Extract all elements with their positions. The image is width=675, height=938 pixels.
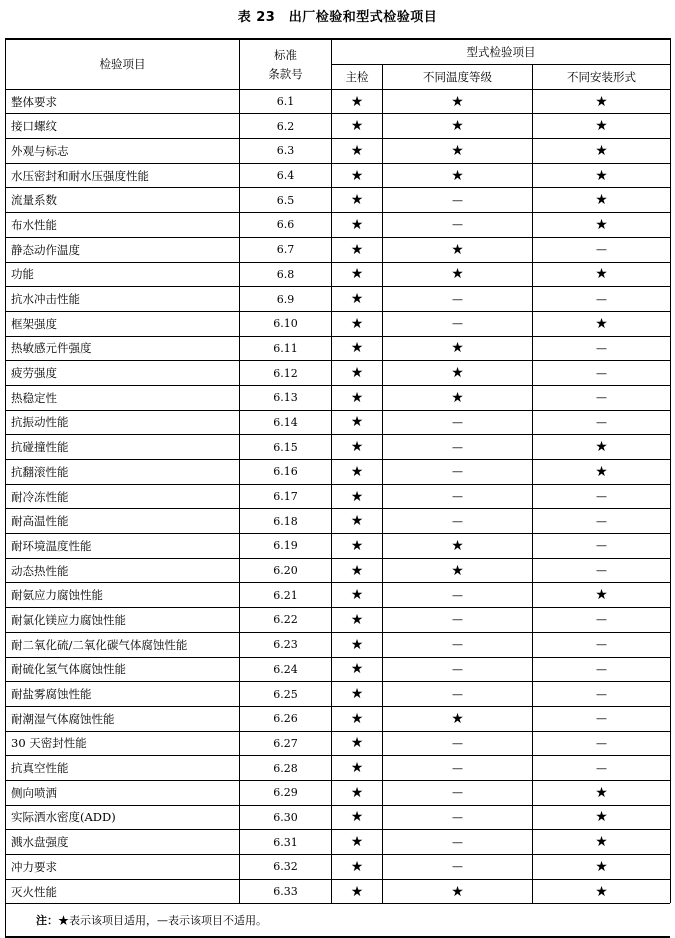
row-item-name: 整体要求 xyxy=(6,89,240,114)
table-row xyxy=(6,435,671,460)
table-body xyxy=(6,89,671,904)
row-main-mark: ★ xyxy=(332,114,383,139)
table-row xyxy=(6,805,671,830)
table-row xyxy=(6,287,671,312)
row-main-mark: ★ xyxy=(332,657,383,682)
table-row xyxy=(6,336,671,361)
row-main-mark: ★ xyxy=(332,361,383,386)
table-row xyxy=(6,311,671,336)
row-temp-mark: — xyxy=(383,583,533,608)
row-install-mark: — xyxy=(533,361,671,386)
row-main-mark: ★ xyxy=(332,237,383,262)
table-row xyxy=(6,410,671,435)
row-clause: 6.11 xyxy=(240,336,332,361)
row-install-mark: ★ xyxy=(533,780,671,805)
row-install-mark: — xyxy=(533,657,671,682)
row-clause: 6.1 xyxy=(240,89,332,114)
row-clause: 6.5 xyxy=(240,188,332,213)
row-install-mark: — xyxy=(533,682,671,707)
row-temp-mark: — xyxy=(383,484,533,509)
table-row xyxy=(6,237,671,262)
table-row xyxy=(6,657,671,682)
row-temp-mark: ★ xyxy=(383,361,533,386)
row-install-mark: ★ xyxy=(533,855,671,880)
row-item-name: 耐氨应力腐蚀性能 xyxy=(6,583,240,608)
row-install-mark: ★ xyxy=(533,805,671,830)
row-main-mark: ★ xyxy=(332,632,383,657)
row-clause: 6.17 xyxy=(240,484,332,509)
table-row xyxy=(6,361,671,386)
row-item-name: 耐硫化氢气体腐蚀性能 xyxy=(6,657,240,682)
row-main-mark: ★ xyxy=(332,509,383,534)
row-main-mark: ★ xyxy=(332,89,383,114)
row-install-mark: ★ xyxy=(533,163,671,188)
row-clause: 6.8 xyxy=(240,262,332,287)
table-row xyxy=(6,89,671,114)
header-temp: 不同温度等级 xyxy=(383,64,533,89)
header-clause-line1: 标准 xyxy=(274,47,297,62)
row-item-name: 侧向喷洒 xyxy=(6,780,240,805)
row-clause: 6.7 xyxy=(240,237,332,262)
row-item-name: 抗振动性能 xyxy=(6,410,240,435)
row-install-mark: — xyxy=(533,731,671,756)
header-clause-line2: 条款号 xyxy=(268,66,303,81)
row-item-name: 溅水盘强度 xyxy=(6,830,240,855)
row-main-mark: ★ xyxy=(332,583,383,608)
table-row xyxy=(6,879,671,904)
row-temp-mark: — xyxy=(383,213,533,238)
table-note xyxy=(6,904,671,938)
row-main-mark: ★ xyxy=(332,558,383,583)
row-item-name: 抗翻滚性能 xyxy=(6,460,240,485)
table-row xyxy=(6,262,671,287)
row-main-mark: ★ xyxy=(332,706,383,731)
row-item-name: 实际洒水密度(ADD) xyxy=(6,805,240,830)
row-clause: 6.16 xyxy=(240,460,332,485)
row-clause: 6.10 xyxy=(240,311,332,336)
row-temp-mark: ★ xyxy=(383,89,533,114)
row-item-name: 耐盐雾腐蚀性能 xyxy=(6,682,240,707)
row-clause: 6.4 xyxy=(240,163,332,188)
row-clause: 6.19 xyxy=(240,534,332,559)
row-clause: 6.26 xyxy=(240,706,332,731)
row-main-mark: ★ xyxy=(332,830,383,855)
row-clause: 6.2 xyxy=(240,114,332,139)
row-clause: 6.33 xyxy=(240,879,332,904)
table-row xyxy=(6,163,671,188)
row-item-name: 灭火性能 xyxy=(6,879,240,904)
header-type-test: 型式检验项目 xyxy=(332,39,671,64)
row-item-name: 耐环境温度性能 xyxy=(6,534,240,559)
row-install-mark: — xyxy=(533,336,671,361)
row-clause: 6.6 xyxy=(240,213,332,238)
table-row xyxy=(6,188,671,213)
row-main-mark: ★ xyxy=(332,287,383,312)
row-clause: 6.18 xyxy=(240,509,332,534)
row-main-mark: ★ xyxy=(332,608,383,633)
row-item-name: 抗碰撞性能 xyxy=(6,435,240,460)
row-temp-mark: — xyxy=(383,435,533,460)
row-clause: 6.24 xyxy=(240,657,332,682)
row-main-mark: ★ xyxy=(332,460,383,485)
row-temp-mark: ★ xyxy=(383,879,533,904)
row-temp-mark: — xyxy=(383,188,533,213)
row-install-mark: ★ xyxy=(533,188,671,213)
row-item-name: 耐高温性能 xyxy=(6,509,240,534)
table-row xyxy=(6,682,671,707)
row-clause: 6.30 xyxy=(240,805,332,830)
row-temp-mark: ★ xyxy=(383,114,533,139)
row-item-name: 抗水冲击性能 xyxy=(6,287,240,312)
inspection-table xyxy=(5,38,672,938)
row-clause: 6.23 xyxy=(240,632,332,657)
table-row xyxy=(6,534,671,559)
row-install-mark: — xyxy=(533,608,671,633)
row-temp-mark: ★ xyxy=(383,237,533,262)
row-main-mark: ★ xyxy=(332,262,383,287)
row-clause: 6.14 xyxy=(240,410,332,435)
row-install-mark: ★ xyxy=(533,262,671,287)
row-item-name: 疲劳强度 xyxy=(6,361,240,386)
table-row xyxy=(6,608,671,633)
row-temp-mark: — xyxy=(383,608,533,633)
row-item-name: 耐二氧化硫/二氧化碳气体腐蚀性能 xyxy=(6,632,240,657)
row-clause: 6.32 xyxy=(240,855,332,880)
table-row xyxy=(6,558,671,583)
row-temp-mark: — xyxy=(383,509,533,534)
row-install-mark: — xyxy=(533,756,671,781)
table-row xyxy=(6,706,671,731)
row-install-mark: ★ xyxy=(533,114,671,139)
row-install-mark: ★ xyxy=(533,213,671,238)
row-main-mark: ★ xyxy=(332,855,383,880)
row-install-mark: ★ xyxy=(533,460,671,485)
row-temp-mark: — xyxy=(383,460,533,485)
row-main-mark: ★ xyxy=(332,139,383,164)
table-row xyxy=(6,484,671,509)
table-row xyxy=(6,213,671,238)
row-item-name: 接口螺纹 xyxy=(6,114,240,139)
row-item-name: 耐氯化镁应力腐蚀性能 xyxy=(6,608,240,633)
table-row xyxy=(6,855,671,880)
row-item-name: 耐潮湿气体腐蚀性能 xyxy=(6,706,240,731)
row-main-mark: ★ xyxy=(332,484,383,509)
row-temp-mark: — xyxy=(383,780,533,805)
row-item-name: 抗真空性能 xyxy=(6,756,240,781)
row-install-mark: — xyxy=(533,237,671,262)
table-row xyxy=(6,385,671,410)
row-temp-mark: — xyxy=(383,682,533,707)
row-item-name: 流量系数 xyxy=(6,188,240,213)
note-label: 注： xyxy=(36,914,58,928)
row-temp-mark: ★ xyxy=(383,336,533,361)
header-main: 主检 xyxy=(332,64,383,89)
row-install-mark: — xyxy=(533,484,671,509)
row-temp-mark: — xyxy=(383,855,533,880)
row-item-name: 静态动作温度 xyxy=(6,237,240,262)
row-install-mark: — xyxy=(533,534,671,559)
row-temp-mark: — xyxy=(383,756,533,781)
table-row xyxy=(6,114,671,139)
row-main-mark: ★ xyxy=(332,731,383,756)
row-install-mark: — xyxy=(533,410,671,435)
row-temp-mark: — xyxy=(383,830,533,855)
row-item-name: 热敏感元件强度 xyxy=(6,336,240,361)
row-main-mark: ★ xyxy=(332,311,383,336)
table-row xyxy=(6,756,671,781)
row-clause: 6.15 xyxy=(240,435,332,460)
row-main-mark: ★ xyxy=(332,435,383,460)
table-row xyxy=(6,632,671,657)
row-install-mark: — xyxy=(533,385,671,410)
row-main-mark: ★ xyxy=(332,756,383,781)
row-main-mark: ★ xyxy=(332,213,383,238)
row-temp-mark: — xyxy=(383,731,533,756)
row-temp-mark: ★ xyxy=(383,534,533,559)
row-temp-mark: — xyxy=(383,287,533,312)
row-install-mark: — xyxy=(533,509,671,534)
row-install-mark: ★ xyxy=(533,89,671,114)
row-clause: 6.27 xyxy=(240,731,332,756)
row-main-mark: ★ xyxy=(332,410,383,435)
row-install-mark: ★ xyxy=(533,435,671,460)
row-clause: 6.29 xyxy=(240,780,332,805)
row-temp-mark: ★ xyxy=(383,385,533,410)
row-item-name: 热稳定性 xyxy=(6,385,240,410)
row-item-name: 水压密封和耐水压强度性能 xyxy=(6,163,240,188)
row-temp-mark: ★ xyxy=(383,262,533,287)
row-install-mark: ★ xyxy=(533,583,671,608)
row-clause: 6.28 xyxy=(240,756,332,781)
row-main-mark: ★ xyxy=(332,879,383,904)
row-temp-mark: ★ xyxy=(383,139,533,164)
table-row xyxy=(6,830,671,855)
row-main-mark: ★ xyxy=(332,336,383,361)
table-row xyxy=(6,780,671,805)
table-caption: 表 23 出厂检验和型式检验项目 xyxy=(237,9,438,25)
table-row xyxy=(6,583,671,608)
row-item-name: 30 天密封性能 xyxy=(6,731,240,756)
row-main-mark: ★ xyxy=(332,780,383,805)
row-clause: 6.12 xyxy=(240,361,332,386)
row-install-mark: ★ xyxy=(533,139,671,164)
row-temp-mark: ★ xyxy=(383,163,533,188)
row-install-mark: ★ xyxy=(533,311,671,336)
row-main-mark: ★ xyxy=(332,163,383,188)
row-clause: 6.22 xyxy=(240,608,332,633)
row-clause: 6.25 xyxy=(240,682,332,707)
row-install-mark: — xyxy=(533,558,671,583)
row-item-name: 外观与标志 xyxy=(6,139,240,164)
header-item: 检验项目 xyxy=(6,39,240,89)
row-temp-mark: — xyxy=(383,657,533,682)
row-clause: 6.31 xyxy=(240,830,332,855)
table-row xyxy=(6,731,671,756)
note-text: ★表示该项目适用，—表示该项目不适用。 xyxy=(58,914,267,928)
row-temp-mark: ★ xyxy=(383,558,533,583)
row-clause: 6.21 xyxy=(240,583,332,608)
row-item-name: 布水性能 xyxy=(6,213,240,238)
row-clause: 6.13 xyxy=(240,385,332,410)
row-install-mark: — xyxy=(533,706,671,731)
header-clause xyxy=(240,39,332,89)
row-install-mark: ★ xyxy=(533,879,671,904)
row-main-mark: ★ xyxy=(332,682,383,707)
row-install-mark: ★ xyxy=(533,830,671,855)
row-temp-mark: — xyxy=(383,805,533,830)
row-main-mark: ★ xyxy=(332,805,383,830)
row-main-mark: ★ xyxy=(332,534,383,559)
row-item-name: 功能 xyxy=(6,262,240,287)
row-main-mark: ★ xyxy=(332,188,383,213)
row-clause: 6.9 xyxy=(240,287,332,312)
row-install-mark: — xyxy=(533,287,671,312)
row-item-name: 耐冷冻性能 xyxy=(6,484,240,509)
row-temp-mark: — xyxy=(383,410,533,435)
header-install: 不同安装形式 xyxy=(533,64,671,89)
row-item-name: 动态热性能 xyxy=(6,558,240,583)
row-clause: 6.3 xyxy=(240,139,332,164)
row-temp-mark: ★ xyxy=(383,706,533,731)
row-install-mark: — xyxy=(533,632,671,657)
row-temp-mark: — xyxy=(383,632,533,657)
row-clause: 6.20 xyxy=(240,558,332,583)
table-row xyxy=(6,139,671,164)
table-row xyxy=(6,509,671,534)
row-item-name: 框架强度 xyxy=(6,311,240,336)
row-temp-mark: — xyxy=(383,311,533,336)
row-main-mark: ★ xyxy=(332,385,383,410)
table-row xyxy=(6,460,671,485)
row-item-name: 冲力要求 xyxy=(6,855,240,880)
